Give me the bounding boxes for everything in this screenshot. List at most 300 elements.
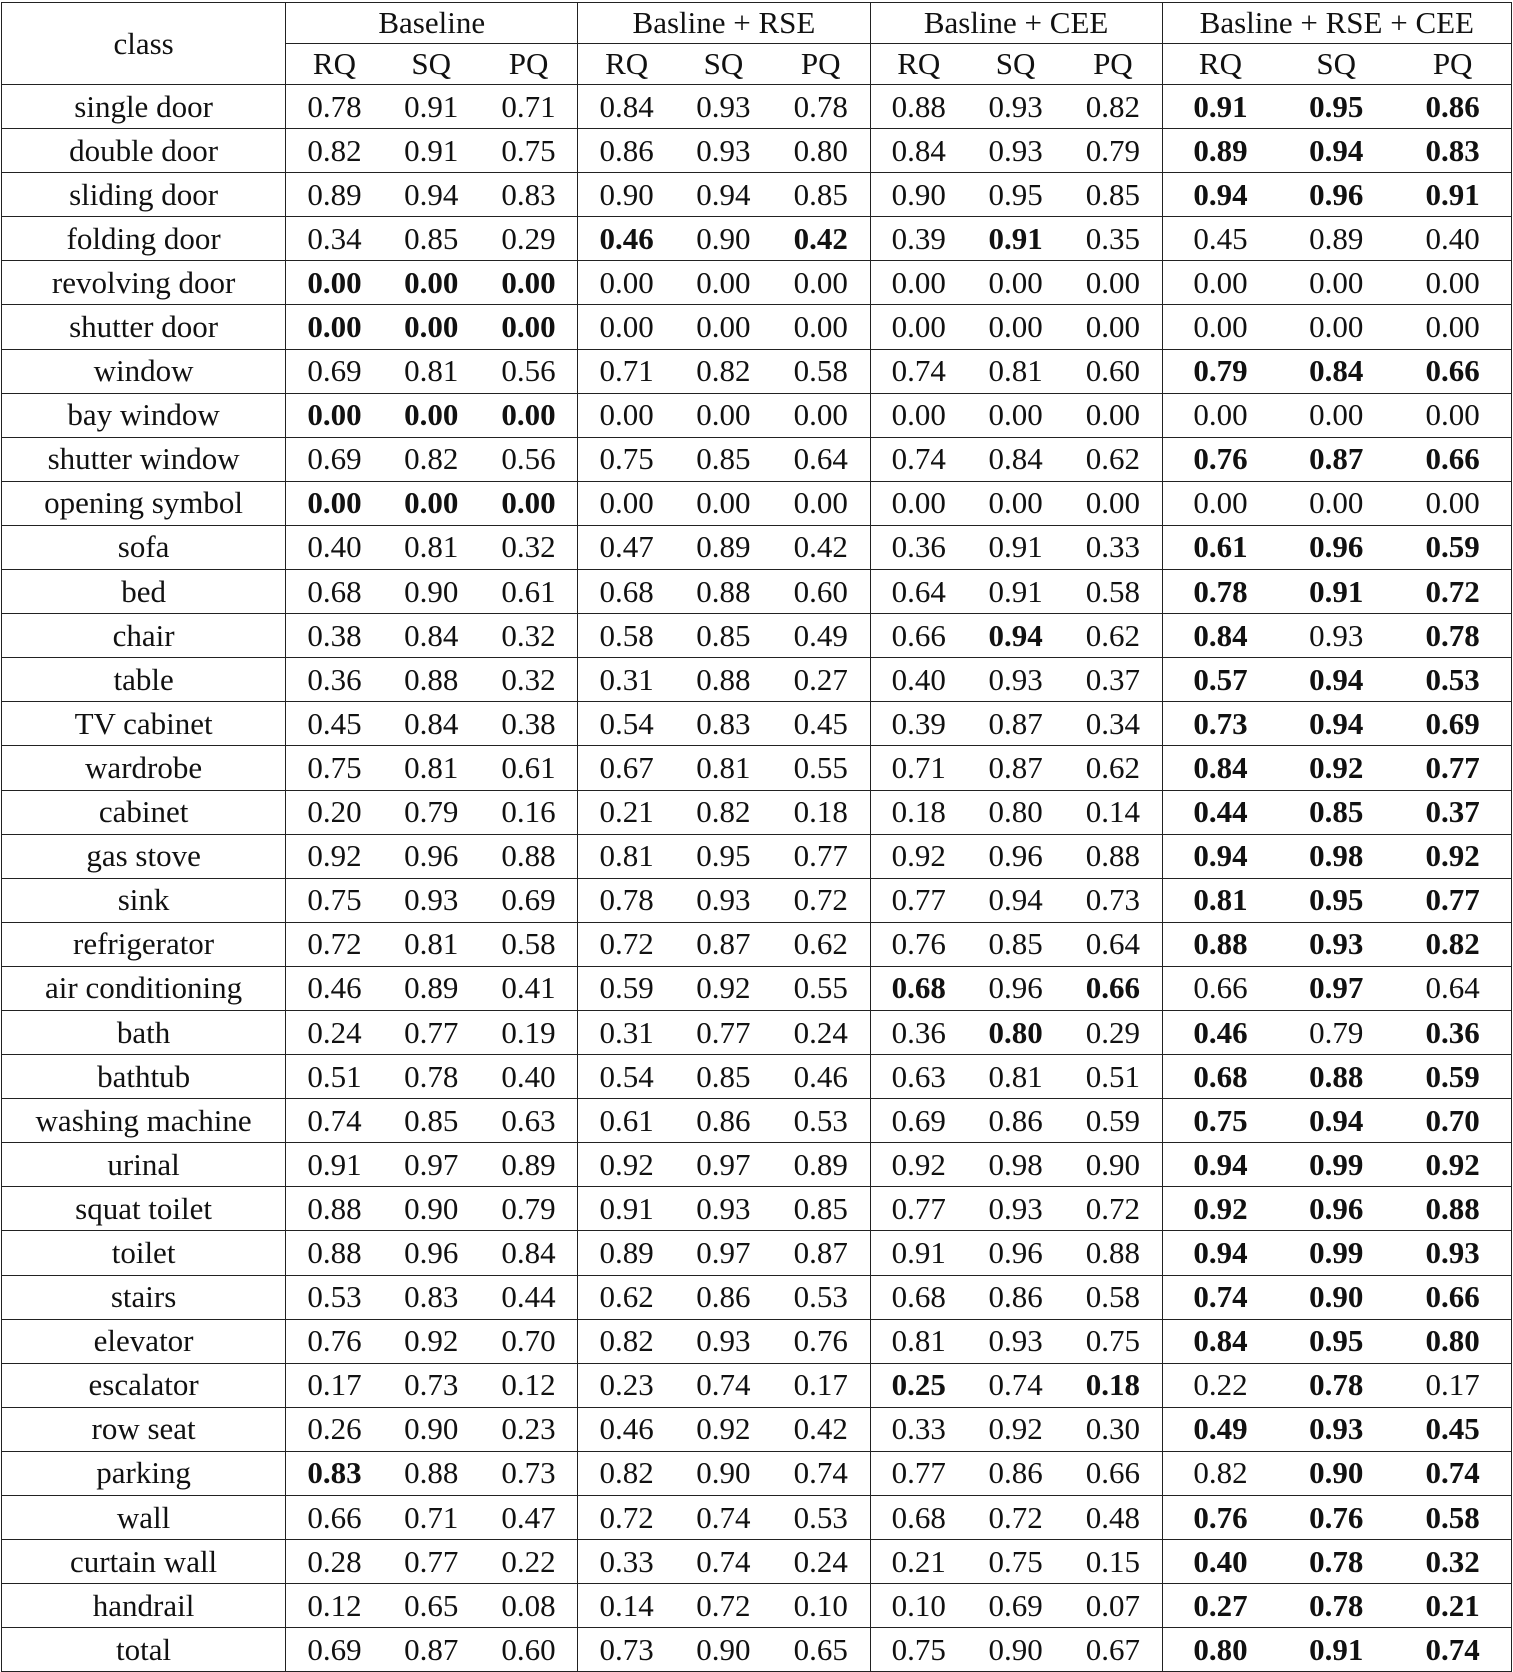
value-cell: 0.00 [1278, 481, 1394, 525]
class-cell: bath [2, 1010, 286, 1054]
value-cell: 0.53 [1394, 658, 1511, 702]
value-cell: 0.59 [578, 966, 675, 1010]
value-cell: 0.91 [967, 525, 1064, 569]
value-cell: 0.53 [772, 1099, 870, 1143]
value-cell: 0.74 [675, 1496, 772, 1540]
value-cell: 0.88 [286, 1231, 383, 1275]
value-cell: 0.72 [1064, 1187, 1162, 1231]
table-row [2, 481, 1512, 525]
value-cell: 0.60 [772, 570, 870, 614]
value-cell: 0.88 [1064, 834, 1162, 878]
value-cell: 0.84 [383, 702, 480, 746]
value-cell: 0.90 [675, 1628, 772, 1672]
value-cell: 0.73 [1162, 702, 1278, 746]
value-cell: 0.10 [772, 1584, 870, 1628]
value-cell: 0.62 [1064, 746, 1162, 790]
value-cell: 0.90 [967, 1628, 1064, 1672]
value-cell: 0.62 [1064, 614, 1162, 658]
value-cell: 0.90 [1064, 1143, 1162, 1187]
value-cell: 0.96 [967, 1231, 1064, 1275]
value-cell: 0.64 [772, 437, 870, 481]
value-cell: 0.81 [383, 746, 480, 790]
class-cell: row seat [2, 1407, 286, 1451]
value-cell: 0.82 [286, 129, 383, 173]
value-cell: 0.82 [1064, 85, 1162, 129]
value-cell: 0.54 [578, 702, 675, 746]
value-cell: 0.00 [1278, 393, 1394, 437]
value-cell: 0.14 [1064, 790, 1162, 834]
value-cell: 0.82 [675, 349, 772, 393]
value-cell: 0.90 [1278, 1275, 1394, 1319]
value-cell: 0.00 [772, 261, 870, 305]
value-cell: 0.85 [1064, 173, 1162, 217]
value-cell: 0.68 [870, 1496, 967, 1540]
value-cell: 0.94 [1162, 834, 1278, 878]
value-cell: 0.00 [286, 481, 383, 525]
value-cell: 0.93 [675, 129, 772, 173]
value-cell: 0.58 [1394, 1496, 1511, 1540]
class-cell: air conditioning [2, 966, 286, 1010]
value-cell: 0.59 [1064, 1099, 1162, 1143]
value-cell: 0.00 [1278, 261, 1394, 305]
value-cell: 0.62 [1064, 437, 1162, 481]
value-cell: 0.89 [675, 525, 772, 569]
value-cell: 0.96 [967, 966, 1064, 1010]
value-cell: 0.93 [1394, 1231, 1511, 1275]
results-table [1, 2, 1512, 1672]
value-cell: 0.45 [1394, 1407, 1511, 1451]
value-cell: 0.89 [772, 1143, 870, 1187]
value-cell: 0.48 [1064, 1496, 1162, 1540]
value-cell: 0.92 [383, 1319, 480, 1363]
value-cell: 0.92 [1394, 834, 1511, 878]
value-cell: 0.07 [1064, 1584, 1162, 1628]
value-cell: 0.45 [1162, 217, 1278, 261]
value-cell: 0.93 [967, 129, 1064, 173]
value-cell: 0.94 [967, 878, 1064, 922]
value-cell: 0.88 [1064, 1231, 1162, 1275]
value-cell: 0.58 [480, 922, 578, 966]
value-cell: 0.66 [1162, 966, 1278, 1010]
value-cell: 0.80 [967, 1010, 1064, 1054]
value-cell: 0.78 [1278, 1540, 1394, 1584]
group-header-baseline: Baseline [286, 3, 578, 44]
value-cell: 0.71 [578, 349, 675, 393]
value-cell: 0.87 [967, 702, 1064, 746]
value-cell: 0.88 [870, 85, 967, 129]
class-cell: bathtub [2, 1055, 286, 1099]
value-cell: 0.87 [383, 1628, 480, 1672]
value-cell: 0.18 [870, 790, 967, 834]
value-cell: 0.40 [1162, 1540, 1278, 1584]
value-cell: 0.62 [578, 1275, 675, 1319]
value-cell: 0.77 [383, 1010, 480, 1054]
value-cell: 0.39 [870, 217, 967, 261]
value-cell: 0.27 [1162, 1584, 1278, 1628]
class-cell: handrail [2, 1584, 286, 1628]
table-row [2, 922, 1512, 966]
value-cell: 0.99 [1278, 1231, 1394, 1275]
value-cell: 0.77 [1394, 878, 1511, 922]
value-cell: 0.77 [870, 878, 967, 922]
value-cell: 0.35 [1064, 217, 1162, 261]
value-cell: 0.00 [578, 481, 675, 525]
table-row [2, 1055, 1512, 1099]
value-cell: 0.94 [967, 614, 1064, 658]
class-cell: toilet [2, 1231, 286, 1275]
value-cell: 0.00 [286, 261, 383, 305]
value-cell: 0.91 [870, 1231, 967, 1275]
value-cell: 0.51 [1064, 1055, 1162, 1099]
value-cell: 0.81 [967, 349, 1064, 393]
value-cell: 0.08 [480, 1584, 578, 1628]
class-cell: cabinet [2, 790, 286, 834]
value-cell: 0.82 [1394, 922, 1511, 966]
value-cell: 0.00 [1064, 261, 1162, 305]
value-cell: 0.88 [383, 658, 480, 702]
value-cell: 0.00 [578, 393, 675, 437]
value-cell: 0.80 [967, 790, 1064, 834]
value-cell: 0.32 [1394, 1540, 1511, 1584]
value-cell: 0.77 [870, 1451, 967, 1495]
value-cell: 0.94 [1162, 1231, 1278, 1275]
value-cell: 0.58 [1064, 570, 1162, 614]
value-cell: 0.94 [1278, 702, 1394, 746]
value-cell: 0.25 [870, 1363, 967, 1407]
value-cell: 0.77 [772, 834, 870, 878]
value-cell: 0.66 [870, 614, 967, 658]
value-cell: 0.95 [1278, 1319, 1394, 1363]
value-cell: 0.00 [772, 393, 870, 437]
value-cell: 0.78 [578, 878, 675, 922]
value-cell: 0.76 [772, 1319, 870, 1363]
value-cell: 0.83 [1394, 129, 1511, 173]
value-cell: 0.17 [772, 1363, 870, 1407]
value-cell: 0.88 [286, 1187, 383, 1231]
value-cell: 0.89 [286, 173, 383, 217]
class-cell: opening symbol [2, 481, 286, 525]
value-cell: 0.63 [870, 1055, 967, 1099]
value-cell: 0.93 [967, 1319, 1064, 1363]
value-cell: 0.00 [967, 481, 1064, 525]
value-cell: 0.87 [967, 746, 1064, 790]
value-cell: 0.58 [772, 349, 870, 393]
value-cell: 0.00 [578, 305, 675, 349]
value-cell: 0.68 [578, 570, 675, 614]
value-cell: 0.46 [286, 966, 383, 1010]
value-cell: 0.76 [286, 1319, 383, 1363]
value-cell: 0.81 [870, 1319, 967, 1363]
value-cell: 0.00 [1064, 481, 1162, 525]
value-cell: 0.82 [675, 790, 772, 834]
table-row [2, 966, 1512, 1010]
value-cell: 0.87 [772, 1231, 870, 1275]
value-cell: 0.37 [1064, 658, 1162, 702]
value-cell: 0.74 [1162, 1275, 1278, 1319]
class-cell: total [2, 1628, 286, 1672]
value-cell: 0.78 [383, 1055, 480, 1099]
value-cell: 0.56 [480, 437, 578, 481]
value-cell: 0.32 [480, 658, 578, 702]
value-cell: 0.85 [675, 1055, 772, 1099]
value-cell: 0.61 [480, 746, 578, 790]
value-cell: 0.86 [578, 129, 675, 173]
value-cell: 0.00 [967, 305, 1064, 349]
value-cell: 0.64 [1394, 966, 1511, 1010]
value-cell: 0.77 [675, 1010, 772, 1054]
table-row [2, 1496, 1512, 1540]
value-cell: 0.84 [480, 1231, 578, 1275]
value-cell: 0.69 [967, 1584, 1064, 1628]
value-cell: 0.93 [1278, 614, 1394, 658]
value-cell: 0.72 [772, 878, 870, 922]
value-cell: 0.49 [772, 614, 870, 658]
value-cell: 0.88 [1394, 1187, 1511, 1231]
table-row [2, 1143, 1512, 1187]
value-cell: 0.72 [286, 922, 383, 966]
value-cell: 0.91 [1278, 570, 1394, 614]
value-cell: 0.75 [286, 746, 383, 790]
value-cell: 0.97 [675, 1231, 772, 1275]
value-cell: 0.75 [578, 437, 675, 481]
value-cell: 0.92 [967, 1407, 1064, 1451]
value-cell: 0.68 [870, 966, 967, 1010]
value-cell: 0.99 [1278, 1143, 1394, 1187]
value-cell: 0.77 [870, 1187, 967, 1231]
value-cell: 0.88 [675, 570, 772, 614]
value-cell: 0.61 [1162, 525, 1278, 569]
value-cell: 0.69 [480, 878, 578, 922]
value-cell: 0.81 [383, 349, 480, 393]
metric-header-pq: PQ [1432, 46, 1473, 81]
value-cell: 0.19 [480, 1010, 578, 1054]
class-cell: squat toilet [2, 1187, 286, 1231]
value-cell: 0.40 [286, 525, 383, 569]
value-cell: 0.83 [675, 702, 772, 746]
value-cell: 0.90 [383, 1187, 480, 1231]
value-cell: 0.91 [383, 85, 480, 129]
value-cell: 0.90 [675, 1451, 772, 1495]
value-cell: 0.93 [675, 85, 772, 129]
value-cell: 0.90 [675, 217, 772, 261]
value-cell: 0.93 [967, 1187, 1064, 1231]
value-cell: 0.00 [967, 393, 1064, 437]
value-cell: 0.72 [675, 1584, 772, 1628]
value-cell: 0.20 [286, 790, 383, 834]
value-cell: 0.87 [675, 922, 772, 966]
value-cell: 0.56 [480, 349, 578, 393]
value-cell: 0.45 [772, 702, 870, 746]
value-cell: 0.80 [772, 129, 870, 173]
value-cell: 0.24 [772, 1010, 870, 1054]
value-cell: 0.45 [286, 702, 383, 746]
class-cell: single door [2, 85, 286, 129]
value-cell: 0.84 [1162, 614, 1278, 658]
value-cell: 0.65 [383, 1584, 480, 1628]
value-cell: 0.98 [967, 1143, 1064, 1187]
value-cell: 0.47 [480, 1496, 578, 1540]
value-cell: 0.89 [480, 1143, 578, 1187]
value-cell: 0.79 [383, 790, 480, 834]
metric-header-rq: RQ [286, 44, 383, 85]
value-cell: 0.74 [675, 1363, 772, 1407]
value-cell: 0.85 [383, 1099, 480, 1143]
value-cell: 0.88 [675, 658, 772, 702]
value-cell: 0.12 [480, 1363, 578, 1407]
value-cell: 0.70 [1394, 1099, 1511, 1143]
value-cell: 0.29 [1064, 1010, 1162, 1054]
value-cell: 0.81 [383, 922, 480, 966]
value-cell: 0.74 [772, 1451, 870, 1495]
table-body [2, 85, 1512, 1672]
value-cell: 0.87 [1278, 437, 1394, 481]
value-cell: 0.75 [1064, 1319, 1162, 1363]
value-cell: 0.68 [286, 570, 383, 614]
class-cell: bed [2, 570, 286, 614]
value-cell: 0.23 [480, 1407, 578, 1451]
table-row [2, 1187, 1512, 1231]
value-cell: 0.93 [675, 1319, 772, 1363]
value-cell: 0.41 [480, 966, 578, 1010]
value-cell: 0.96 [383, 1231, 480, 1275]
class-cell: revolving door [2, 261, 286, 305]
value-cell: 0.71 [870, 746, 967, 790]
value-cell: 0.00 [675, 261, 772, 305]
value-cell: 0.69 [286, 349, 383, 393]
value-cell: 0.18 [772, 790, 870, 834]
table-row [2, 1407, 1512, 1451]
class-cell: wardrobe [2, 746, 286, 790]
metric-header-sq: SQ [411, 46, 452, 81]
class-cell: TV cabinet [2, 702, 286, 746]
value-cell: 0.00 [1278, 305, 1394, 349]
value-cell: 0.93 [1278, 1407, 1394, 1451]
class-cell: window [2, 349, 286, 393]
value-cell: 0.00 [1162, 305, 1278, 349]
value-cell: 0.00 [675, 393, 772, 437]
value-cell: 0.22 [1162, 1363, 1278, 1407]
value-cell: 0.72 [967, 1496, 1064, 1540]
value-cell: 0.00 [870, 393, 967, 437]
value-cell: 0.94 [1162, 173, 1278, 217]
value-cell: 0.93 [383, 878, 480, 922]
value-cell: 0.64 [870, 570, 967, 614]
value-cell: 0.39 [870, 702, 967, 746]
value-cell: 0.23 [578, 1363, 675, 1407]
table-row [2, 261, 1512, 305]
group-header-row [2, 3, 1512, 44]
value-cell: 0.00 [480, 481, 578, 525]
value-cell: 0.82 [1162, 1451, 1278, 1495]
metric-header-pq: PQ [800, 46, 841, 81]
table-row [2, 746, 1512, 790]
value-cell: 0.00 [675, 305, 772, 349]
value-cell: 0.46 [772, 1055, 870, 1099]
value-cell: 0.00 [1162, 481, 1278, 525]
value-cell: 0.27 [772, 658, 870, 702]
class-cell: sliding door [2, 173, 286, 217]
value-cell: 0.00 [1394, 481, 1511, 525]
value-cell: 0.69 [870, 1099, 967, 1143]
value-cell: 0.86 [1394, 85, 1511, 129]
value-cell: 0.74 [870, 349, 967, 393]
value-cell: 0.73 [383, 1363, 480, 1407]
value-cell: 0.95 [1278, 85, 1394, 129]
value-cell: 0.00 [1162, 261, 1278, 305]
class-cell: gas stove [2, 834, 286, 878]
value-cell: 0.81 [1162, 878, 1278, 922]
value-cell: 0.89 [1162, 129, 1278, 173]
value-cell: 0.00 [480, 305, 578, 349]
value-cell: 0.86 [967, 1275, 1064, 1319]
class-cell: sofa [2, 525, 286, 569]
value-cell: 0.91 [383, 129, 480, 173]
value-cell: 0.68 [870, 1275, 967, 1319]
table-row [2, 614, 1512, 658]
value-cell: 0.78 [1162, 570, 1278, 614]
value-cell: 0.91 [967, 217, 1064, 261]
class-cell: table [2, 658, 286, 702]
value-cell: 0.96 [967, 834, 1064, 878]
value-cell: 0.29 [480, 217, 578, 261]
value-cell: 0.88 [1278, 1055, 1394, 1099]
table-row [2, 525, 1512, 569]
value-cell: 0.67 [1064, 1628, 1162, 1672]
value-cell: 0.61 [480, 570, 578, 614]
value-cell: 0.72 [1394, 570, 1511, 614]
value-cell: 0.85 [675, 614, 772, 658]
value-cell: 0.78 [286, 85, 383, 129]
class-cell: chair [2, 614, 286, 658]
value-cell: 0.85 [675, 437, 772, 481]
value-cell: 0.42 [772, 1407, 870, 1451]
value-cell: 0.92 [870, 1143, 967, 1187]
value-cell: 0.74 [1394, 1628, 1511, 1672]
value-cell: 0.72 [578, 1496, 675, 1540]
value-cell: 0.91 [1394, 173, 1511, 217]
value-cell: 0.00 [1394, 393, 1511, 437]
class-cell: bay window [2, 393, 286, 437]
value-cell: 0.21 [578, 790, 675, 834]
value-cell: 0.00 [383, 393, 480, 437]
value-cell: 0.85 [772, 1187, 870, 1231]
value-cell: 0.74 [675, 1540, 772, 1584]
value-cell: 0.86 [967, 1451, 1064, 1495]
value-cell: 0.79 [1064, 129, 1162, 173]
value-cell: 0.16 [480, 790, 578, 834]
value-cell: 0.38 [286, 614, 383, 658]
value-cell: 0.38 [480, 702, 578, 746]
value-cell: 0.46 [578, 1407, 675, 1451]
value-cell: 0.31 [578, 1010, 675, 1054]
value-cell: 0.97 [675, 1143, 772, 1187]
value-cell: 0.79 [480, 1187, 578, 1231]
value-cell: 0.00 [870, 261, 967, 305]
value-cell: 0.85 [967, 922, 1064, 966]
metric-header-rq: RQ [870, 44, 967, 85]
value-cell: 0.89 [1278, 217, 1394, 261]
value-cell: 0.36 [870, 1010, 967, 1054]
table-row [2, 85, 1512, 129]
group-header-cee: Basline + CEE [870, 3, 1162, 44]
value-cell: 0.34 [1064, 702, 1162, 746]
value-cell: 0.71 [383, 1496, 480, 1540]
value-cell: 0.77 [1394, 746, 1511, 790]
value-cell: 0.55 [772, 966, 870, 1010]
value-cell: 0.21 [1394, 1584, 1511, 1628]
value-cell: 0.00 [772, 481, 870, 525]
value-cell: 0.33 [870, 1407, 967, 1451]
